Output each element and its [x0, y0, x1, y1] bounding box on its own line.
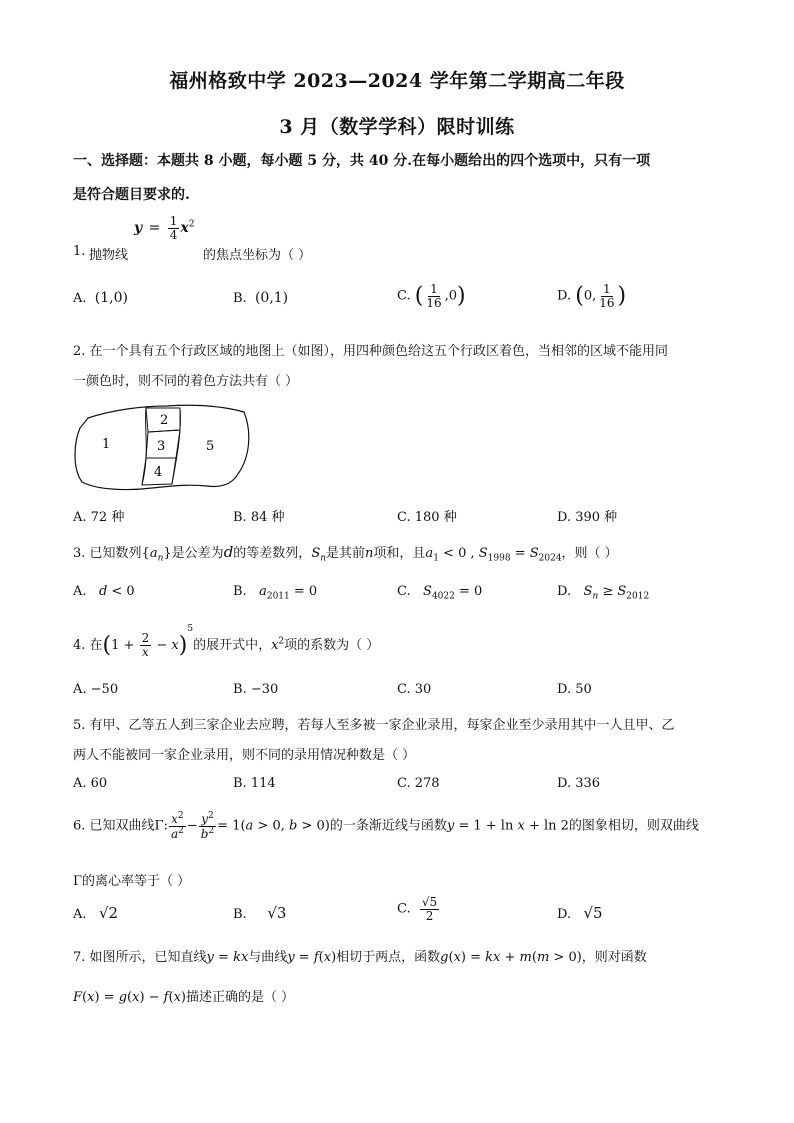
question-3-option-a: A. d < 0: [73, 584, 135, 599]
question-4-option-a: A. −50: [73, 682, 119, 697]
question-6-option-d: D. √5: [557, 904, 603, 922]
question-2-option-d: D. 390 种: [557, 510, 618, 525]
question-6-option-a: A. √2: [73, 904, 119, 922]
map-region-2-label: 2: [160, 413, 169, 428]
question-5-option-a: A. 60: [73, 776, 108, 791]
question-2-line-1: 2. 在一个具有五个行政区域的地图上（如图），用四种颜色给这五个行政区着色，当相邻的区域不能用同: [73, 344, 669, 359]
question-4-stem: 4. 在(1 + $\frac{2}{x}$ − x)$^5$的展开式中，$x^2$项的系数为（ ）: [73, 624, 380, 659]
question-1-option-d: D. (0, $\frac{1}{16}$ ): [557, 282, 627, 310]
question-4-option-c: C. 30: [397, 682, 432, 697]
question-3-option-b: B. $a_{2011} = 0$: [233, 584, 318, 602]
map-region-3-label: 3: [157, 439, 166, 454]
question-1-formula: y = $\frac{1}{4}$ $x^2$: [134, 214, 195, 242]
question-7-stem: 7. 如图所示，已知直线y = kx与曲线y = f(x)相切于两点，函数g(x) = kx + m(m > 0)，则对函数: [73, 950, 647, 965]
question-2-line-2: 一颜色时，则不同的着色方法共有（ ）: [73, 374, 299, 389]
question-6-option-b: B. √3: [233, 904, 287, 922]
question-1-option-c: C. ( $\frac{1}{16}$ ,0): [397, 282, 466, 310]
section-heading-line-1: 一、选择题：本题共 8 小题，每小题 5 分，共 40 分.在每小题给出的四个选项中，只有一项: [73, 153, 651, 169]
question-7-line-2: F(x) = g(x) − f(x)描述正确的是（ ）: [73, 990, 295, 1005]
question-2-option-c: C. 180 种: [397, 510, 457, 525]
question-2-option-a: A. 72 种: [73, 510, 125, 525]
map-region-1-label: 1: [102, 437, 111, 452]
section-heading-line-2: 是符合题目要求的.: [73, 187, 190, 203]
question-5-option-d: D. 336: [557, 776, 601, 791]
question-1-number: 1.: [73, 244, 86, 259]
question-3-stem: 3. 已知数列$\{a_n\}$是公差为d的等差数列，$S_n$是其前n项和，且$a_1 < 0$ , $S_{1998} = S_{2024}$，则（ ）: [73, 543, 618, 564]
question-6-line-2: Γ的离心率等于（ ）: [73, 874, 191, 889]
question-2-option-b: B. 84 种: [233, 510, 285, 525]
map-figure: [72, 402, 252, 494]
question-1-option-a: A. (1,0): [73, 290, 128, 306]
question-6-option-c: C. $\frac{√5}{2}$: [397, 895, 438, 923]
title-line-1: 福州格致中学 2023—2024 学年第二学期高二年段: [169, 70, 625, 92]
question-4-option-b: B. −30: [233, 682, 279, 697]
question-6-stem: 6. 已知双曲线Γ: $\frac{x^2}{a^2}$ − $\frac{y^2}{b^2}$ = 1(a > 0, b > 0)的一条渐近线与函数y = 1 + ln x + ln 2的图象相切，则双曲线: [73, 811, 699, 841]
map-region-5-label: 5: [206, 439, 215, 454]
title-line-2: 3 月（数学学科）限时训练: [279, 116, 515, 138]
question-5-line-1: 5. 有甲、乙等五人到三家企业去应聘，若每人至多被一家企业录用，每家企业至少录用其中一人且甲、乙: [73, 718, 675, 733]
question-3-option-d: D. $S_n \ge S_{2012}$: [557, 584, 650, 602]
question-1-option-b: B. (0,1): [233, 290, 289, 306]
map-region-4-label: 4: [154, 465, 163, 480]
question-1-post: 的焦点坐标为（ ）: [203, 248, 312, 263]
question-5-line-2: 两人不能被同一家企业录用，则不同的录用情况种数是（ ）: [73, 748, 416, 763]
question-4-option-d: D. 50: [557, 682, 592, 697]
question-3-option-c: C. $S_{4022} = 0$: [397, 584, 483, 602]
question-5-option-c: C. 278: [397, 776, 440, 791]
question-5-option-b: B. 114: [233, 776, 276, 791]
question-1-pre: 抛物线: [89, 248, 129, 263]
